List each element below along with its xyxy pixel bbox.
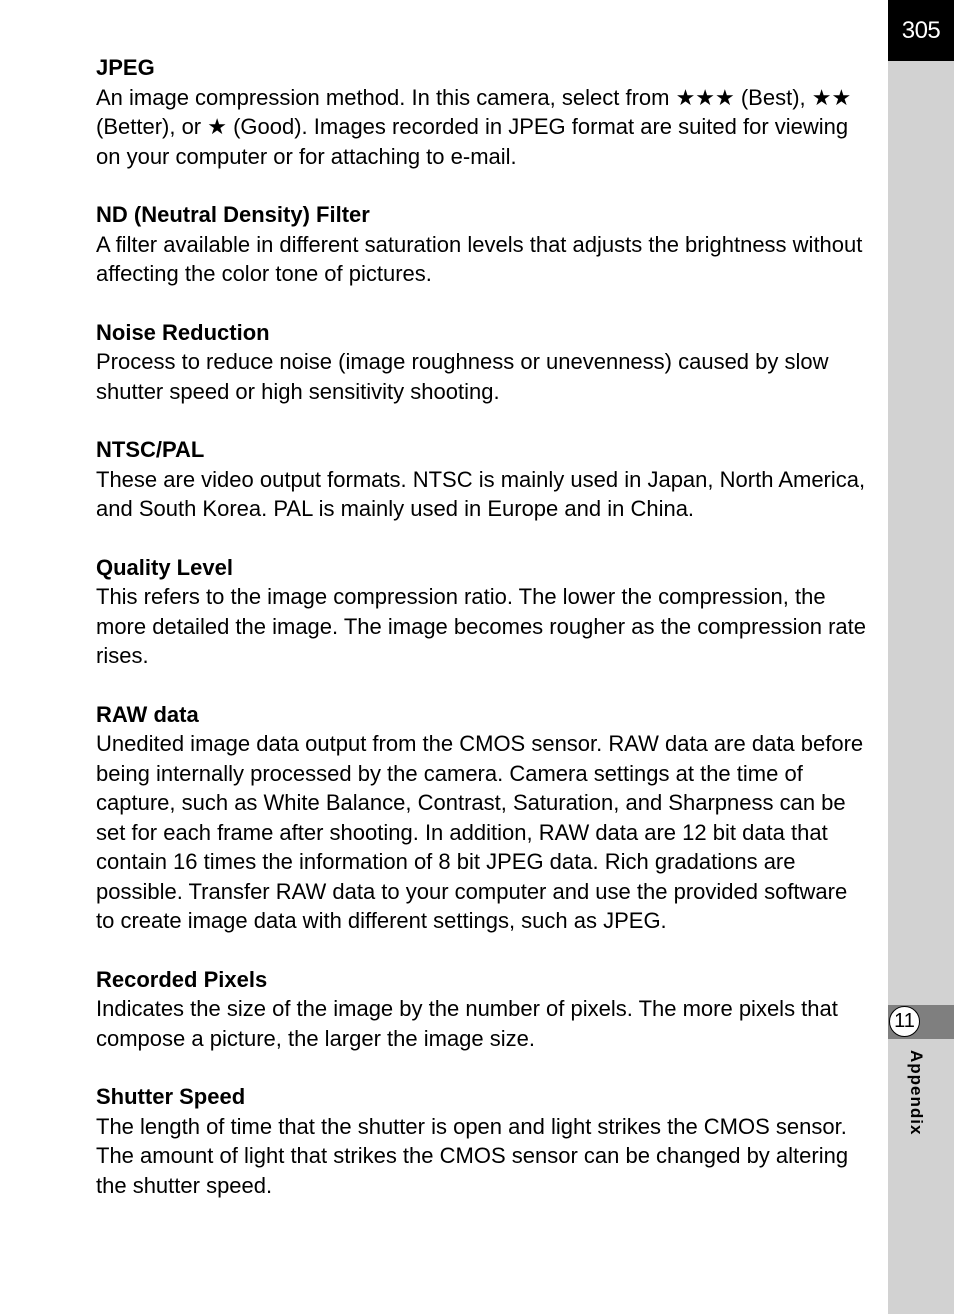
glossary-term: JPEG — [96, 55, 155, 80]
glossary-content — [96, 53, 866, 1229]
glossary-term: Quality Level — [96, 554, 233, 580]
glossary-entry-nd-filter — [96, 200, 866, 289]
glossary-definition: Indicates the size of the image by the number of pixels. The more pixels that compose a picture, the larger the image size. — [96, 996, 838, 1051]
glossary-entry-recorded-pixels — [96, 965, 866, 1054]
page-number: 305 — [888, 0, 954, 61]
glossary-definition: The length of time that the shutter is open and light strikes the CMOS sensor. The amount of light that strikes the CMOS sensor can be changed by altering the shutter speed. — [96, 1113, 849, 1198]
glossary-definition: A filter available in different saturation levels that adjusts the brightness without affecting the color tone of pictures. — [96, 231, 863, 286]
glossary-definition: Unedited image data output from the CMOS sensor. RAW data are data before being internally processed by the camera. Camera settings at the time of capture, such as White Balance, Contrast, Saturation, and Sharpness can be set for each frame after shooting. In addition, RAW data are 12 bit data that contain 16 times the information of 8 bit JPEG data. Rich gradations are possible. Transfer RAW data to your computer and use the provided software to create image data with different settings, such as JPEG. — [96, 731, 864, 933]
glossary-entry-ntsc-pal — [96, 435, 866, 524]
glossary-term: Recorded Pixels — [96, 966, 268, 992]
glossary-definition: This refers to the image compression ratio. The lower the compression, the more detailed the image. The image becomes rougher as the compression rate rises. — [96, 584, 867, 668]
glossary-term: Shutter Speed — [96, 1084, 246, 1109]
chapter-label: Appendix — [907, 1050, 926, 1136]
glossary-term: ND (Neutral Density) Filter — [96, 202, 370, 227]
glossary-definition: These are video output formats. NTSC is mainly used in Japan, North America, and South Korea. PAL is mainly used in Europe and in China. — [96, 466, 866, 521]
chapter-number: 11 — [889, 1006, 920, 1037]
glossary-term: NTSC/PAL — [96, 437, 205, 462]
glossary-entry-noise-reduction — [96, 318, 866, 407]
glossary-term: RAW data — [96, 701, 199, 727]
glossary-entry-jpeg — [96, 53, 866, 171]
glossary-definition: Process to reduce noise (image roughness or unevenness) caused by slow shutter speed or high sensitivity shooting. — [96, 349, 829, 404]
glossary-term: Noise Reduction — [96, 319, 270, 345]
glossary-entry-raw-data — [96, 700, 866, 936]
glossary-entry-shutter-speed — [96, 1082, 866, 1200]
glossary-entry-quality-level — [96, 553, 866, 671]
glossary-definition: An image compression method. In this camera, select from ★★★ (Best), ★★ (Better), or ★ (Good). Images recorded in JPEG format are suited for viewing on your computer or for attaching to e-mail. — [96, 84, 852, 169]
